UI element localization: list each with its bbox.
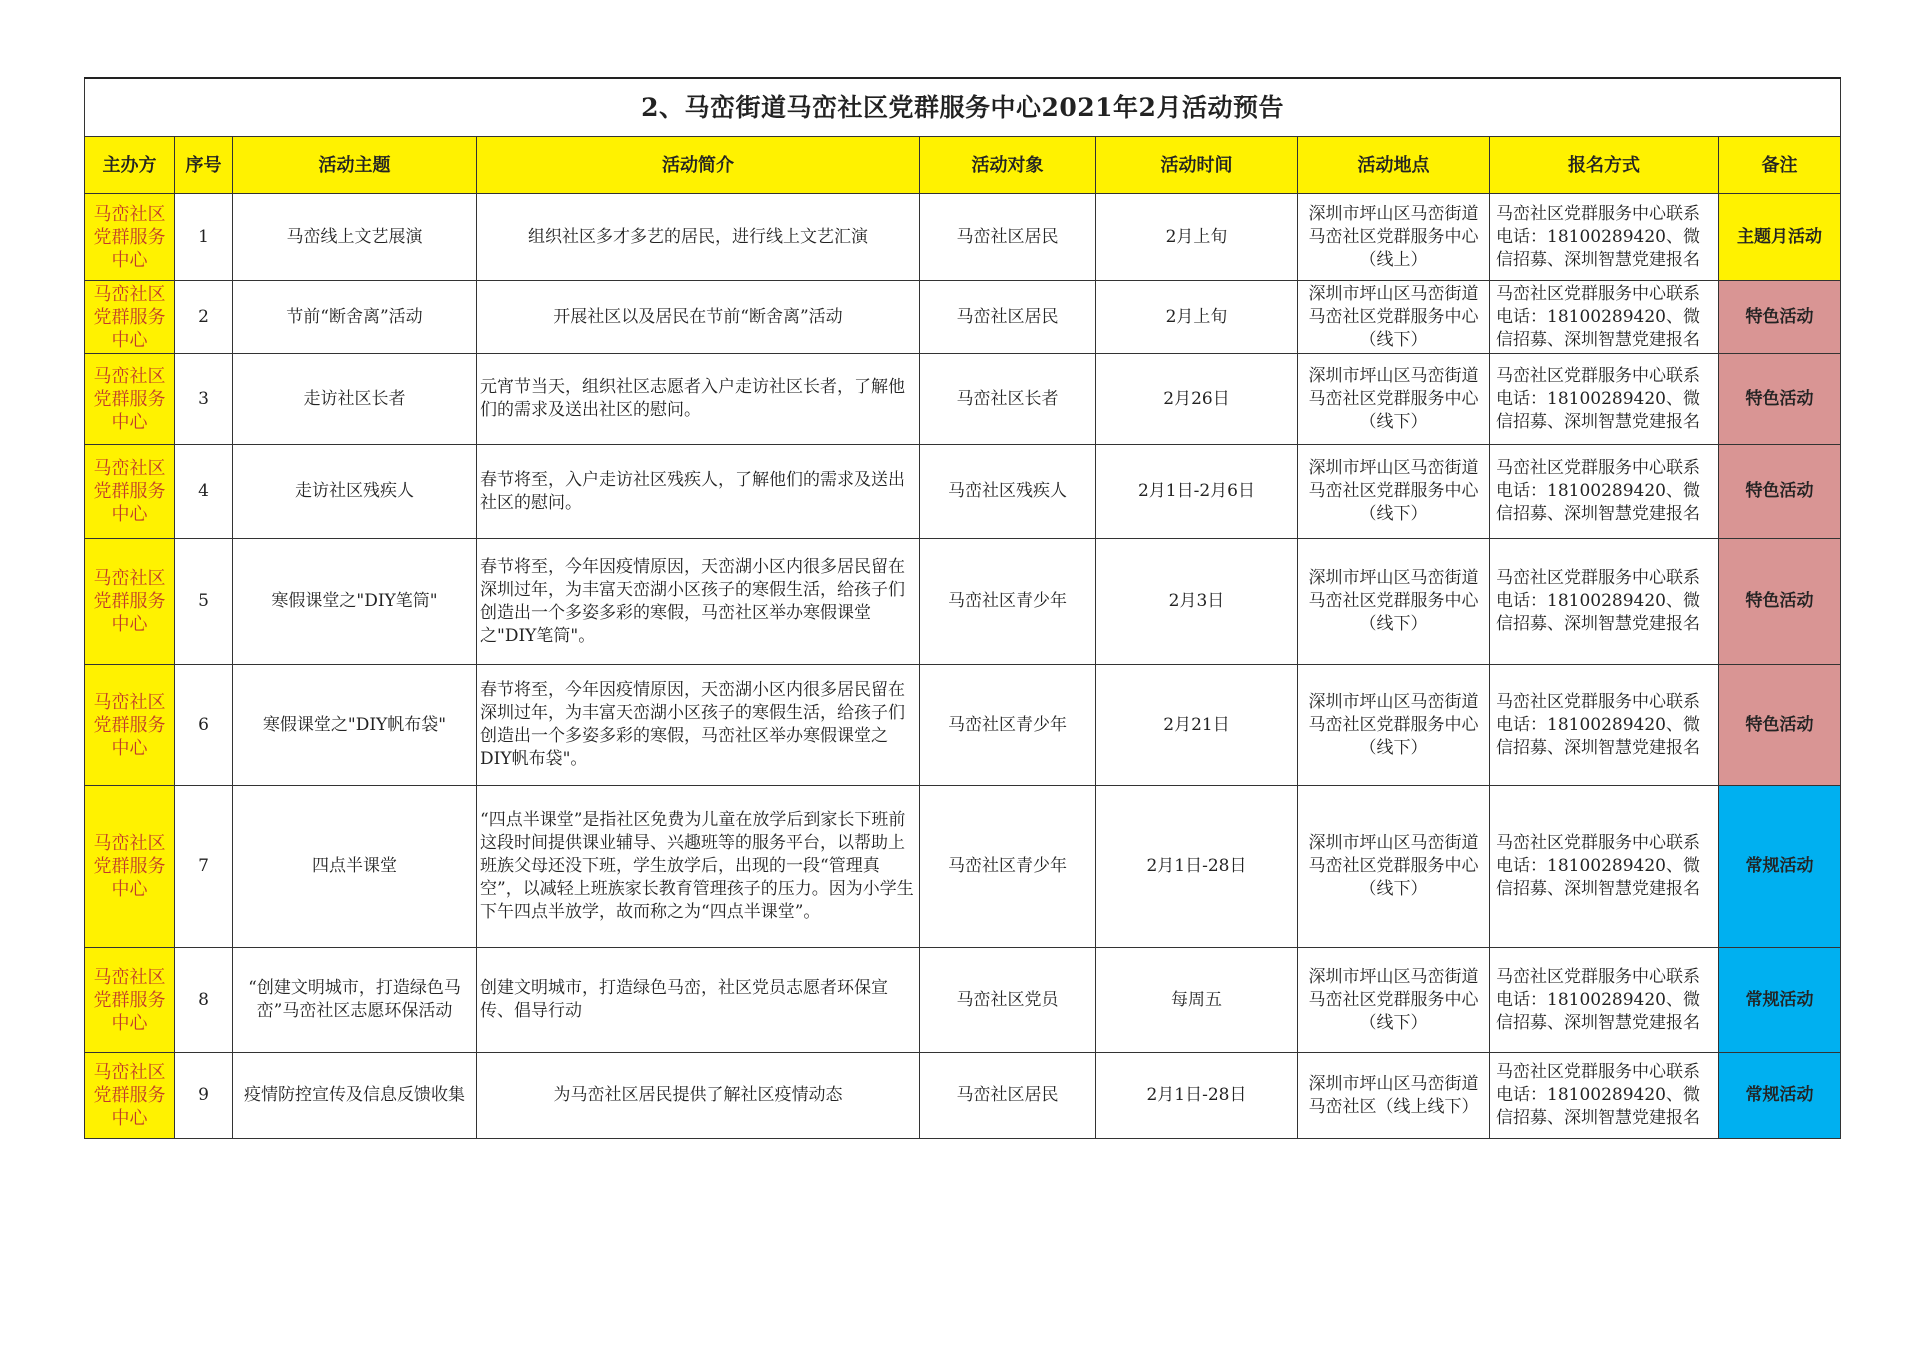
col-header-topic: 活动主题	[233, 137, 477, 194]
place-cell: 深圳市坪山区马峦街道马峦社区党群服务中心（线上）	[1298, 194, 1490, 281]
col-header-time: 活动时间	[1096, 137, 1298, 194]
org-cell: 马峦社区党群服务中心	[85, 948, 175, 1053]
note-badge: 特色活动	[1719, 354, 1841, 445]
org-cell: 马峦社区党群服务中心	[85, 354, 175, 445]
target-cell: 马峦社区居民	[920, 281, 1096, 354]
col-header-org: 主办方	[85, 137, 175, 194]
place-cell: 深圳市坪山区马峦街道马峦社区党群服务中心（线下）	[1298, 948, 1490, 1053]
place-cell: 深圳市坪山区马峦街道马峦社区党群服务中心（线下）	[1298, 539, 1490, 665]
intro-cell: “四点半课堂”是指社区免费为儿童在放学后到家长下班前这段时间提供课业辅导、兴趣班等的服务平台，以帮助上班族父母还没下班，学生放学后，出现的一段“管理真空”，以减轻上班族家长教育管理孩子的压力。因为小学生下午四点半放学，故而称之为“四点半课堂”。	[477, 786, 920, 948]
page-title: 2、马峦街道马峦社区党群服务中心2021年2月活动预告	[85, 78, 1841, 137]
topic-cell: 四点半课堂	[233, 786, 477, 948]
time-cell: 2月上旬	[1096, 281, 1298, 354]
signup-cell: 马峦社区党群服务中心联系电话：18100289420、微信招募、深圳智慧党建报名	[1490, 194, 1719, 281]
intro-cell: 春节将至，今年因疫情原因，天峦湖小区内很多居民留在深圳过年，为丰富天峦湖小区孩子的寒假生活，给孩子们创造出一个多姿多彩的寒假，马峦社区举办寒假课堂之DIY帆布袋"。	[477, 665, 920, 786]
no-cell: 8	[175, 948, 233, 1053]
col-header-signup: 报名方式	[1490, 137, 1719, 194]
note-badge: 主题月活动	[1719, 194, 1841, 281]
col-header-intro: 活动简介	[477, 137, 920, 194]
intro-cell: 元宵节当天，组织社区志愿者入户走访社区长者，了解他们的需求及送出社区的慰问。	[477, 354, 920, 445]
topic-cell: 节前“断舍离”活动	[233, 281, 477, 354]
note-badge: 常规活动	[1719, 948, 1841, 1053]
org-cell: 马峦社区党群服务中心	[85, 445, 175, 539]
topic-cell: 马峦线上文艺展演	[233, 194, 477, 281]
org-cell: 马峦社区党群服务中心	[85, 665, 175, 786]
target-cell: 马峦社区青少年	[920, 539, 1096, 665]
table-row	[85, 539, 1841, 665]
signup-cell: 马峦社区党群服务中心联系电话：18100289420、微信招募、深圳智慧党建报名	[1490, 948, 1719, 1053]
table-row	[85, 445, 1841, 539]
org-cell: 马峦社区党群服务中心	[85, 786, 175, 948]
place-cell: 深圳市坪山区马峦街道马峦社区（线上线下）	[1298, 1053, 1490, 1139]
place-cell: 深圳市坪山区马峦街道马峦社区党群服务中心（线下）	[1298, 354, 1490, 445]
target-cell: 马峦社区青少年	[920, 665, 1096, 786]
col-header-place: 活动地点	[1298, 137, 1490, 194]
signup-cell: 马峦社区党群服务中心联系电话：18100289420、微信招募、深圳智慧党建报名	[1490, 539, 1719, 665]
topic-cell: 寒假课堂之"DIY笔筒"	[233, 539, 477, 665]
target-cell: 马峦社区青少年	[920, 786, 1096, 948]
time-cell: 2月1日-28日	[1096, 1053, 1298, 1139]
intro-cell: 组织社区多才多艺的居民，进行线上文艺汇演	[477, 194, 920, 281]
time-cell: 2月1日-28日	[1096, 786, 1298, 948]
col-header-note: 备注	[1719, 137, 1841, 194]
intro-cell: 春节将至，入户走访社区残疾人，了解他们的需求及送出社区的慰问。	[477, 445, 920, 539]
topic-cell: “创建文明城市，打造绿色马峦”马峦社区志愿环保活动	[233, 948, 477, 1053]
target-cell: 马峦社区居民	[920, 194, 1096, 281]
target-cell: 马峦社区长者	[920, 354, 1096, 445]
target-cell: 马峦社区残疾人	[920, 445, 1096, 539]
place-cell: 深圳市坪山区马峦街道马峦社区党群服务中心（线下）	[1298, 281, 1490, 354]
table-row	[85, 194, 1841, 281]
no-cell: 2	[175, 281, 233, 354]
note-badge: 特色活动	[1719, 665, 1841, 786]
target-cell: 马峦社区居民	[920, 1053, 1096, 1139]
signup-cell: 马峦社区党群服务中心联系电话：18100289420、微信招募、深圳智慧党建报名	[1490, 786, 1719, 948]
time-cell: 2月1日-2月6日	[1096, 445, 1298, 539]
note-badge: 常规活动	[1719, 1053, 1841, 1139]
note-badge: 特色活动	[1719, 281, 1841, 354]
place-cell: 深圳市坪山区马峦街道马峦社区党群服务中心（线下）	[1298, 786, 1490, 948]
org-cell: 马峦社区党群服务中心	[85, 194, 175, 281]
signup-cell: 马峦社区党群服务中心联系电话：18100289420、微信招募、深圳智慧党建报名	[1490, 354, 1719, 445]
no-cell: 6	[175, 665, 233, 786]
topic-cell: 走访社区长者	[233, 354, 477, 445]
org-cell: 马峦社区党群服务中心	[85, 1053, 175, 1139]
table-row	[85, 354, 1841, 445]
no-cell: 3	[175, 354, 233, 445]
org-cell: 马峦社区党群服务中心	[85, 539, 175, 665]
time-cell: 2月21日	[1096, 665, 1298, 786]
org-cell: 马峦社区党群服务中心	[85, 281, 175, 354]
signup-cell: 马峦社区党群服务中心联系电话：18100289420、微信招募、深圳智慧党建报名	[1490, 1053, 1719, 1139]
header-row	[85, 137, 1841, 194]
place-cell: 深圳市坪山区马峦街道马峦社区党群服务中心（线下）	[1298, 445, 1490, 539]
time-cell: 2月26日	[1096, 354, 1298, 445]
no-cell: 7	[175, 786, 233, 948]
activity-sheet	[84, 77, 1840, 1139]
time-cell: 2月上旬	[1096, 194, 1298, 281]
signup-cell: 马峦社区党群服务中心联系电话：18100289420、微信招募、深圳智慧党建报名	[1490, 445, 1719, 539]
time-cell: 2月3日	[1096, 539, 1298, 665]
table-row	[85, 281, 1841, 354]
table-row	[85, 786, 1841, 948]
intro-cell: 开展社区以及居民在节前“断舍离”活动	[477, 281, 920, 354]
topic-cell: 走访社区残疾人	[233, 445, 477, 539]
no-cell: 5	[175, 539, 233, 665]
no-cell: 1	[175, 194, 233, 281]
intro-cell: 春节将至，今年因疫情原因，天峦湖小区内很多居民留在深圳过年，为丰富天峦湖小区孩子的寒假生活，给孩子们创造出一个多姿多彩的寒假，马峦社区举办寒假课堂之"DIY笔筒"。	[477, 539, 920, 665]
note-badge: 特色活动	[1719, 445, 1841, 539]
time-cell: 每周五	[1096, 948, 1298, 1053]
target-cell: 马峦社区党员	[920, 948, 1096, 1053]
col-header-no: 序号	[175, 137, 233, 194]
no-cell: 9	[175, 1053, 233, 1139]
table-row	[85, 665, 1841, 786]
signup-cell: 马峦社区党群服务中心联系电话：18100289420、微信招募、深圳智慧党建报名	[1490, 281, 1719, 354]
activity-table	[84, 77, 1841, 1139]
topic-cell: 寒假课堂之"DIY帆布袋"	[233, 665, 477, 786]
table-row	[85, 948, 1841, 1053]
note-badge: 特色活动	[1719, 539, 1841, 665]
table-row	[85, 1053, 1841, 1139]
no-cell: 4	[175, 445, 233, 539]
topic-cell: 疫情防控宣传及信息反馈收集	[233, 1053, 477, 1139]
intro-cell: 为马峦社区居民提供了解社区疫情动态	[477, 1053, 920, 1139]
note-badge: 常规活动	[1719, 786, 1841, 948]
place-cell: 深圳市坪山区马峦街道马峦社区党群服务中心（线下）	[1298, 665, 1490, 786]
col-header-target: 活动对象	[920, 137, 1096, 194]
intro-cell: 创建文明城市，打造绿色马峦，社区党员志愿者环保宣传、倡导行动	[477, 948, 920, 1053]
signup-cell: 马峦社区党群服务中心联系电话：18100289420、微信招募、深圳智慧党建报名	[1490, 665, 1719, 786]
